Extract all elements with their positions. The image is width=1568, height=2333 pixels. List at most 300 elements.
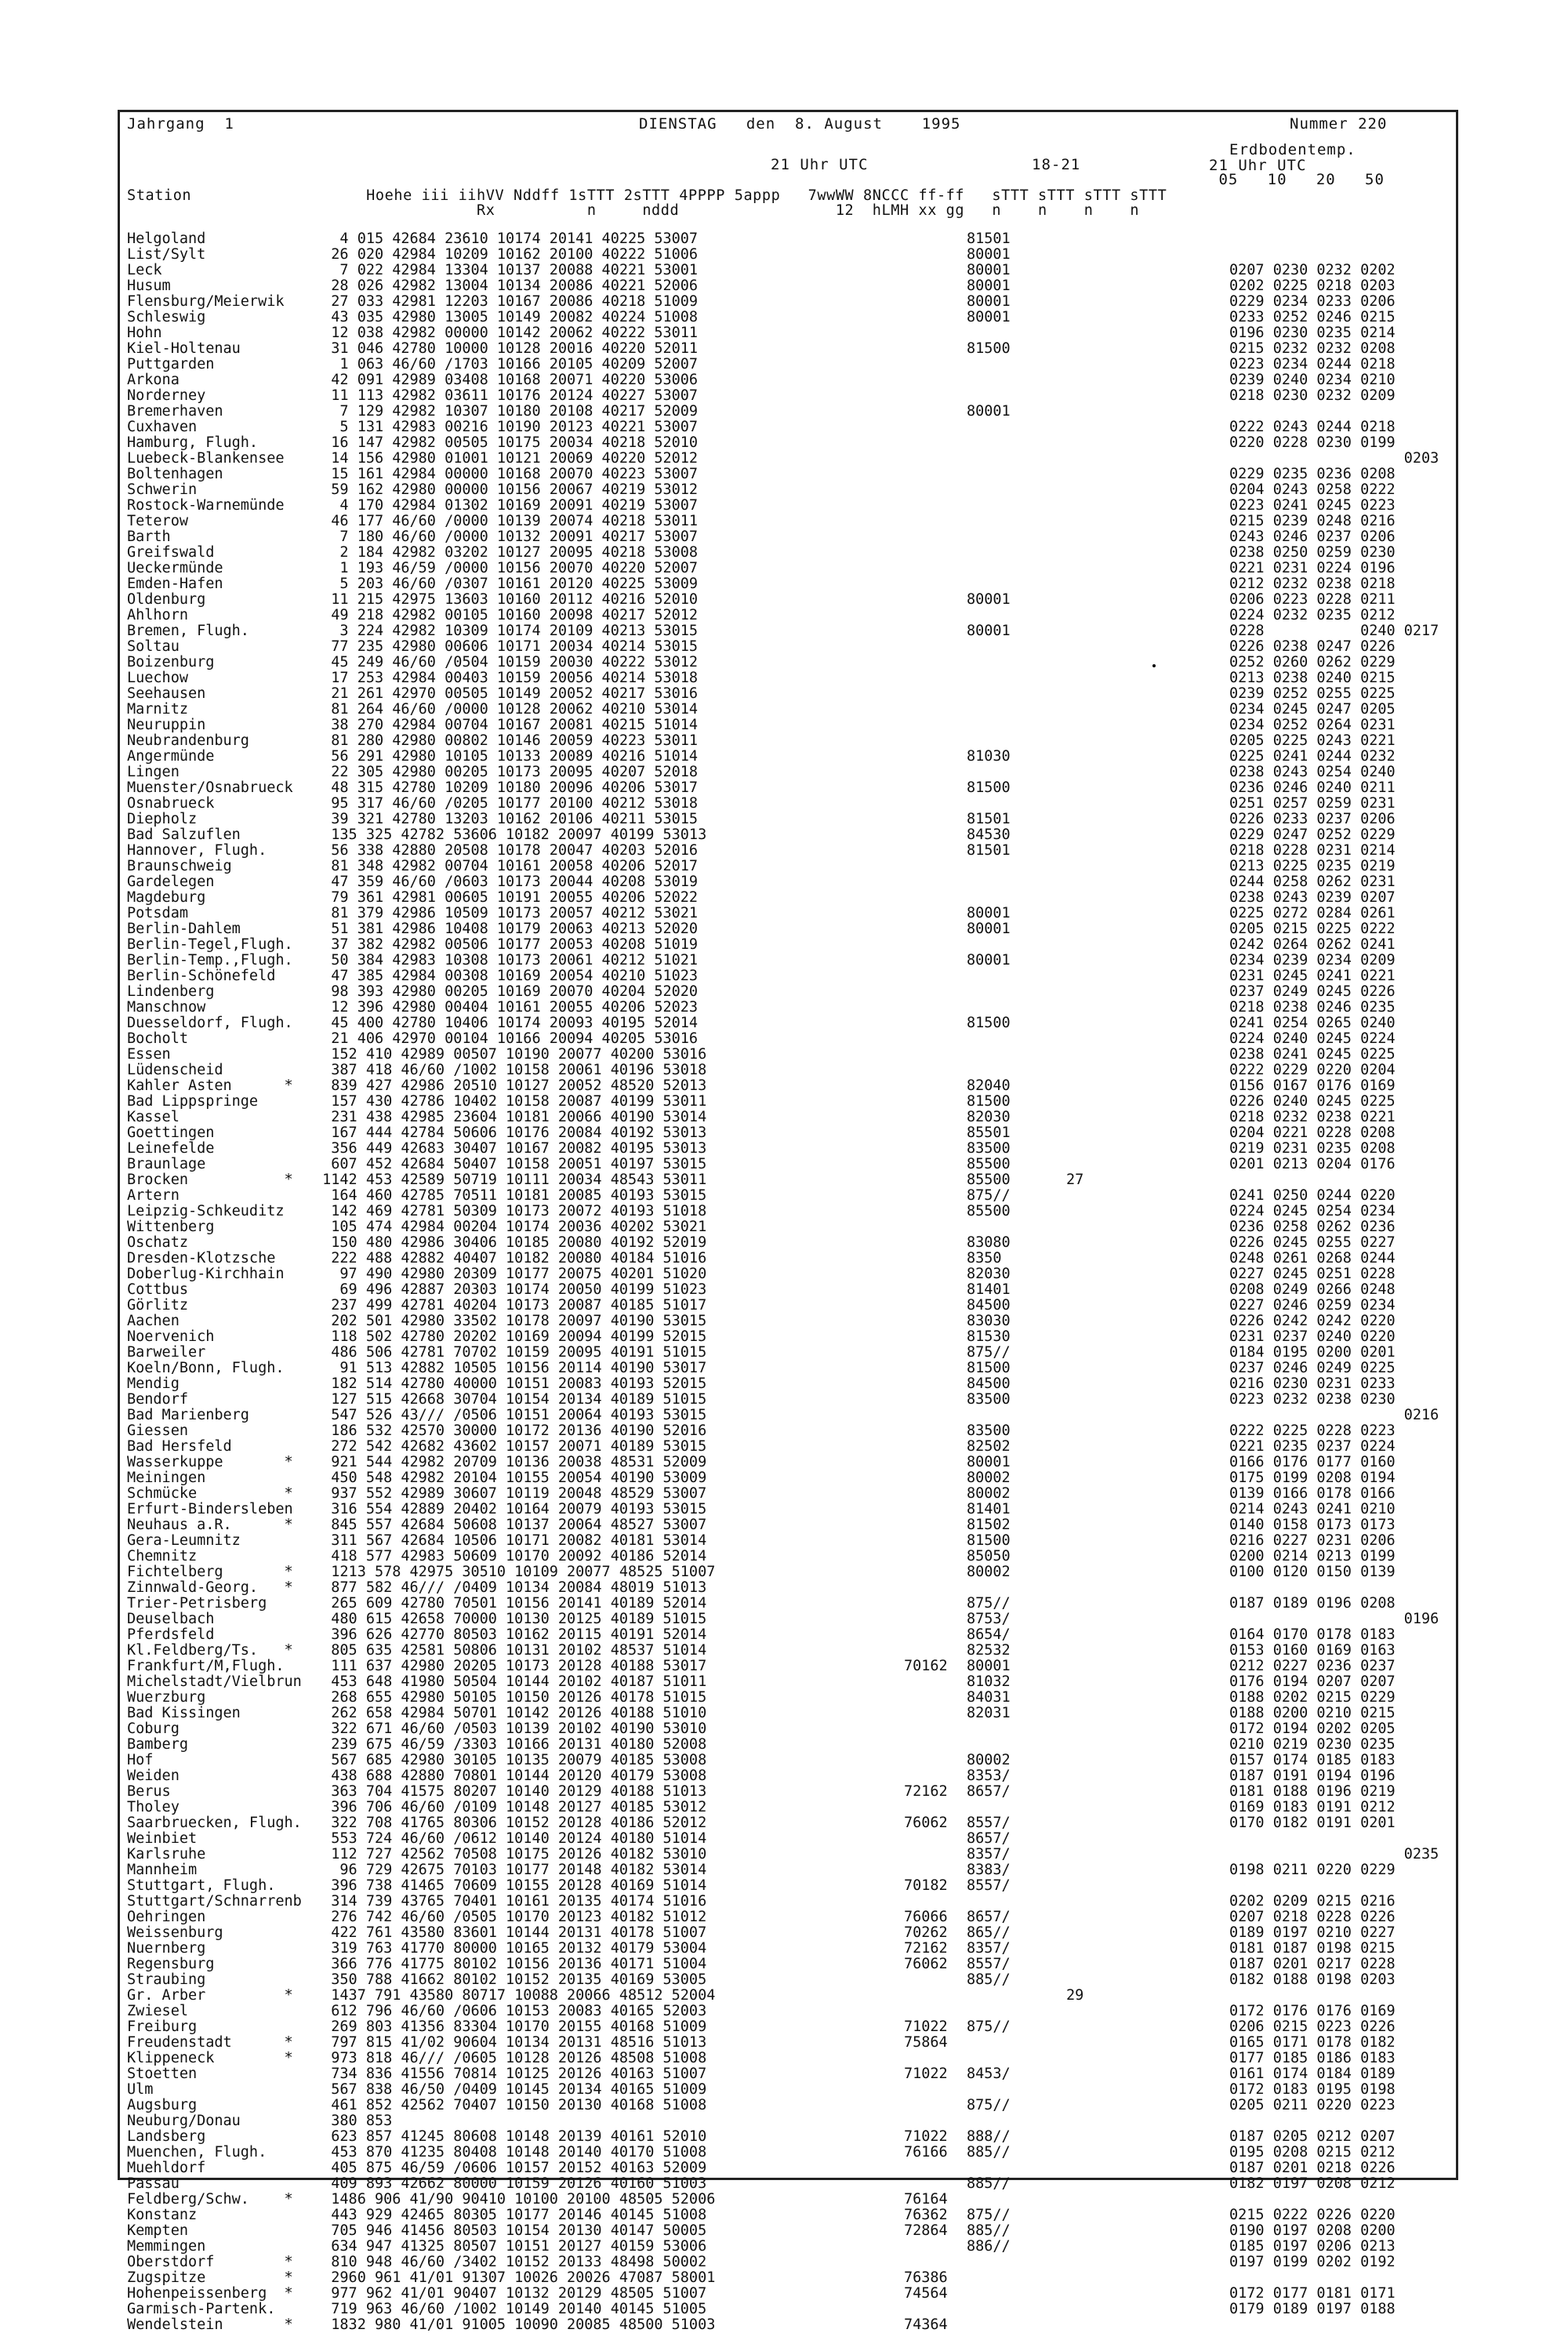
gust-value [1066,984,1105,1000]
soil-temp-row: 0153 0160 0169 0163 [1229,1642,1396,1659]
group8-value: 80001 [967,921,1011,937]
soil-temp-row [1229,2192,1457,2208]
group7-value [904,921,975,937]
group7-value [904,1580,975,1596]
soil-temp-row: 0218 0238 0246 0235 [1229,999,1396,1016]
soil-temp-row: 0221 0235 0237 0224 [1229,1438,1396,1455]
station-name: Teterow [127,513,188,529]
group8-value: 8557/ [967,1956,1011,1972]
gust-value [1066,921,1105,937]
gust-value [1066,749,1105,765]
group8-value: 80001 [967,278,1011,294]
soil-temp-row: 0177 0185 0186 0183 [1229,2050,1396,2066]
station-data-row: 222 488 42882 40407 10182 20080 40184 51016 [314,1250,707,1266]
group7-value [904,1204,975,1219]
gust-value [1066,1690,1105,1706]
station-name: Aachen [127,1313,180,1329]
station-name: Michelstadt/Vielbrun [127,1673,302,1690]
station-data-row: 805 635 42581 50806 10131 20102 48537 51014 [314,1642,707,1659]
station-data-row: 409 893 42662 80000 10159 20126 40160 51003 [314,2175,707,2192]
station-data-row: 567 685 42980 30105 10135 20079 40185 53008 [314,1752,707,1768]
group7-value [904,1172,975,1188]
soil-temp-row: 0200 0214 0213 0199 [1229,1548,1396,1564]
group7-value [904,545,975,561]
group8-value: 83500 [967,1140,1011,1157]
soil-temp-row: 0223 0241 0245 0223 [1229,497,1396,514]
group7-value [904,718,975,733]
station-data-row: 59 162 42980 00000 10156 20067 40219 53012 [314,481,699,498]
station-data-row: 42 091 42989 03408 10168 20071 40220 53006 [314,372,699,388]
station-data-row: 202 501 42980 33502 10178 20097 40190 53015 [314,1313,707,1329]
group8-value [967,968,1037,984]
station-data-row: 118 502 42780 20202 10169 20094 40199 52015 [314,1328,707,1345]
group8-value: 81501 [967,842,1011,859]
station-name: Zugspitze * [127,2269,293,2286]
group8-value [967,467,1037,482]
group8-value [967,1721,1037,1737]
gust-value [1066,1078,1105,1094]
group8-value [967,435,1037,451]
station-data-row: 443 929 42465 80305 10177 20146 40145 51008 [314,2207,707,2223]
soil-temp-row: 0204 0243 0258 0222 [1229,481,1396,498]
soil-temp-row: 0227 0245 0251 0228 [1229,1266,1396,1282]
soil-temp-row [1229,231,1457,247]
gust-value [1066,1894,1105,1910]
group8-value [967,1800,1037,1815]
group7-value [904,247,975,263]
group7-value [904,1361,975,1376]
station-name: Greifswald [127,544,215,561]
soil-temp-row: 0243 0246 0237 0206 [1229,529,1396,545]
gust-value [1066,2192,1105,2208]
station-data-row: 51 381 42986 10408 10179 20063 40213 52020 [314,921,699,937]
gust-value [1066,702,1105,718]
soil-temp-row: 0226 0238 0247 0226 [1229,638,1396,655]
group8-value: 81030 [967,748,1011,765]
gust-value [1066,1564,1105,1580]
soil-temp-title: Erdbodentemp. [1229,141,1356,158]
soil-temp-row: 0244 0258 0262 0231 [1229,874,1396,890]
station-data-row: 56 338 42880 20508 10178 20047 40203 52016 [314,842,699,859]
station-data-row: 46 177 46/60 /0000 10139 20074 40218 53011 [314,513,699,529]
soil-temp-row: 0156 0167 0176 0169 [1229,1077,1396,1094]
station-data-row: 150 480 42986 30406 10185 20080 40192 52019 [314,1234,707,1251]
group8-value: 82031 [967,1705,1011,1721]
gust-value [1066,576,1105,592]
group8-value: 8350 [967,1250,1002,1266]
soil-temp-row: 0238 0243 0254 0240 [1229,764,1396,780]
group8-value [967,639,1037,655]
soil-temp-row: 0229 0247 0252 0229 [1229,827,1396,843]
group8-value: 84530 [967,827,1011,843]
soil-temp-row: 0224 0240 0245 0224 [1229,1030,1396,1047]
station-data-row: 45 400 42780 10406 10174 20093 40195 52014 [314,1015,699,1031]
group7-value [904,1706,975,1721]
group8-value: 81500 [967,340,1011,357]
station-data-row: 7 129 42982 10307 10180 20108 40217 52009 [314,403,699,420]
station-data-row: 45 249 46/60 /0504 10159 20030 40222 53012 [314,654,699,670]
soil-temp-row [1229,404,1457,420]
group7-value [904,1690,975,1706]
soil-temp-row: 0218 0228 0231 0214 [1229,842,1396,859]
gust-value [1066,341,1105,357]
group8-value [967,1408,1037,1423]
group7-value [904,1298,975,1314]
station-data-row: 705 946 41456 80503 10154 20130 40147 50005 [314,2222,707,2239]
station-data-row: 4 170 42984 01302 10169 20091 40219 53007 [314,497,699,514]
group8-value: 81501 [967,231,1011,247]
gust-value [1066,310,1105,325]
station-data-row: 453 870 41235 80408 10148 20140 40170 51008 [314,2144,707,2160]
station-name: Doberlug-Kirchhain [127,1266,285,1282]
station-name: Weiden [127,1768,180,1784]
gust-value [1066,686,1105,702]
group7-value [904,1423,975,1439]
station-name: Oldenburg [127,591,206,608]
soil-temp-row: 0229 0235 0236 0208 [1229,466,1396,482]
station-data-row: 973 818 46/// /0605 10128 20126 48508 51008 [314,2050,707,2066]
group8-value: 81401 [967,1501,1011,1517]
group8-value: 82532 [967,1642,1011,1659]
station-name: Hohenpeissenberg * [127,2285,293,2302]
station-data-row: 22 305 42980 00205 10173 20095 40207 52018 [314,764,699,780]
station-data-row: 845 557 42684 50608 10137 20064 48527 53007 [314,1517,707,1533]
group7-value: 74564 [904,2285,948,2302]
soil-temp-row: 0252 0260 0262 0229 [1229,654,1396,670]
station-data-row: 366 776 41775 80102 10156 20136 40171 51004 [314,1956,707,1972]
soil-temp-row: 0179 0189 0197 0188 [1229,2301,1396,2317]
gust-value [1066,1235,1105,1251]
soil-temp-row: 0214 0243 0241 0210 [1229,1501,1396,1517]
group8-value [967,514,1037,529]
group7-value [904,1266,975,1282]
group8-value [967,937,1037,953]
station-data-row: 1437 791 43580 80717 10088 20066 48512 52004 [314,1987,716,2004]
station-name: Duesseldorf, Flugh. [127,1015,293,1031]
soil-temp-row: 0236 0246 0240 0211 [1229,779,1396,796]
group8-value [967,1000,1037,1016]
group8-value: 80002 [967,1470,1011,1486]
station-name: Bad Lippspringe [127,1093,259,1110]
soil-temp-row: 0223 0232 0238 0230 [1229,1391,1396,1408]
station-name: Goettingen [127,1125,215,1141]
group8-value: 80001 [967,591,1011,608]
group8-value [967,1580,1037,1596]
station-data-row: 486 506 42781 70702 10159 20095 40191 51015 [314,1344,707,1361]
group8-value: 81500 [967,1093,1011,1110]
group7-value [904,263,975,278]
soil-temp-row: 0175 0199 0208 0194 [1229,1470,1396,1486]
gust-value [1066,2286,1105,2302]
group8-value [967,670,1037,686]
station-data-row: 2 184 42982 03202 10127 20095 40218 53008 [314,544,699,561]
station-data-row: 56 291 42980 10105 10133 20089 40216 51014 [314,748,699,765]
station-data-row: 91 513 42882 10505 10156 20114 40190 53017 [314,1360,707,1376]
group8-value [967,984,1037,1000]
gust-value [1066,1549,1105,1564]
station-name: Fichtelberg * [127,1564,293,1580]
station-name: Boltenhagen [127,466,223,482]
station-name: Puttgarden [127,356,215,372]
station-name: Hohn [127,325,162,341]
group8-value: 80001 [967,905,1011,921]
soil-temp-row: 0181 0187 0198 0215 [1229,1940,1396,1957]
station-data-row: 623 857 41245 80608 10148 20139 40161 52010 [314,2128,707,2145]
gust-value [1066,906,1105,921]
station-data-row: 81 280 42980 00802 10146 20059 40223 53011 [314,732,699,749]
soil-temp-row: 0202 0225 0218 0203 [1229,278,1396,294]
station-data-row: 1832 980 41/01 91005 10090 20085 48500 51003 [314,2317,716,2333]
gust-value [1066,1815,1105,1831]
group7-value [904,1674,975,1690]
gust-value [1066,1831,1105,1847]
station-data-row: 3 224 42982 10309 10174 20109 40213 53015 [314,623,699,639]
station-name: Koeln/Bonn, Flugh. [127,1360,285,1376]
gust-value [1066,765,1105,780]
soil-temp-row: 0222 0243 0244 0218 [1229,419,1396,435]
station-name: Hof [127,1752,154,1768]
soil-temp-row: 0172 0176 0176 0169 [1229,2003,1396,2019]
group7-value [904,1157,975,1172]
station-data-row: 47 385 42984 00308 10169 20054 40210 51023 [314,968,699,984]
gust-value [1066,1486,1105,1502]
soil-temp-row: 0187 0201 0218 0226 [1229,2160,1396,2176]
group7-value [904,1486,975,1502]
station-name: Lindenberg [127,983,215,1000]
soil-temp-row: 0202 0209 0215 0216 [1229,1893,1396,1910]
gust-value [1066,388,1105,404]
group8-value: 83030 [967,1313,1011,1329]
station-data-row: 127 515 42668 30704 10154 20134 40189 51015 [314,1391,707,1408]
station-data-row: 810 948 46/60 /3402 10152 20133 48498 50002 [314,2254,707,2270]
gust-value [1066,592,1105,608]
soil-temp-row: 0198 0211 0220 0229 [1229,1862,1396,1878]
station-data-row: 15 161 42984 00000 10168 20070 40223 53007 [314,466,699,482]
gust-value [1066,231,1105,247]
station-data-row: 16 147 42982 00505 10175 20034 40218 52010 [314,434,699,451]
group8-value [967,545,1037,561]
station-data-row: 39 321 42780 13203 10162 20106 40211 53015 [314,811,699,827]
group7-value [904,1894,975,1910]
group8-value: 885// [967,2144,1011,2160]
gust-value [1066,1219,1105,1235]
group8-value: 82030 [967,1109,1011,1125]
column-header-row-2: Rx n nddd 12 hLMH xx gg n n n n [127,202,1140,219]
station-name: Schmücke * [127,1485,293,1502]
soil-temp-row: 0224 0245 0254 0234 [1229,1203,1396,1219]
group8-value [967,498,1037,514]
station-data-row: 49 218 42982 00105 10160 20098 40217 52012 [314,607,699,623]
station-name: Stuttgart, Flugh. [127,1877,276,1894]
issue-number: Nummer 220 [1290,115,1388,133]
soil-temp-row: 0224 0232 0235 0212 [1229,607,1396,623]
gust-value [1066,1925,1105,1941]
group7-value [904,231,975,247]
gust-value [1066,1533,1105,1549]
station-name: Neuruppin [127,717,206,733]
soil-temp-row: 0161 0174 0184 0189 [1229,2066,1396,2082]
station-name: Kempten [127,2222,188,2239]
soil-temp-row: 0182 0197 0208 0212 [1229,2175,1396,2192]
station-name: Deuselbach [127,1611,215,1627]
group8-value: 83500 [967,1391,1011,1408]
group7-value [904,1549,975,1564]
soil-temp-row: 0176 0194 0207 0207 [1229,1673,1396,1690]
group8-value: 81502 [967,1517,1011,1533]
group8-value: 875// [967,2207,1011,2223]
soil-temp-row: 0213 0225 0235 0219 [1229,858,1396,874]
group8-value: 875// [967,2019,1011,2035]
group7-value [904,953,975,968]
station-data-row: 5 131 42983 00216 10190 20123 40221 53007 [314,419,699,435]
gust-value [1066,733,1105,749]
station-data-row: 977 962 41/01 90407 10132 20129 48505 51007 [314,2285,707,2302]
station-name: Bad Hersfeld [127,1438,232,1455]
soil-temp-row [1229,2317,1457,2333]
group8-value [967,2192,1037,2208]
group7-value [904,372,975,388]
station-data-row: 26 020 42984 10209 10162 20100 40222 51006 [314,246,699,263]
soil-temp-row: 0140 0158 0173 0173 [1229,1517,1396,1533]
gust-value [1066,812,1105,827]
group7-value [904,1753,975,1768]
gust-value [1066,1204,1105,1219]
station-name: Muehldorf [127,2160,206,2176]
soil-temp-row: 0241 0254 0265 0240 [1229,1015,1396,1031]
group8-value [967,655,1037,670]
soil-temp-row: 0206 0223 0228 0211 [1229,591,1396,608]
group8-value: 85050 [967,1548,1011,1564]
station-name: Leinefelde [127,1140,215,1157]
gust-value [1066,2255,1105,2270]
gust-column [1066,231,1105,2333]
group8-column [967,231,1037,2333]
gust-value [1066,1031,1105,1047]
group7-value [904,765,975,780]
gust-value [1066,670,1105,686]
group8-value [967,451,1037,467]
gust-value [1066,1188,1105,1204]
group7-value [904,1831,975,1847]
group8-value: 8557/ [967,1877,1011,1894]
group8-value: 85501 [967,1125,1011,1141]
gust-value [1066,2129,1105,2145]
gust-value [1066,2098,1105,2113]
group8-value: 80002 [967,1564,1011,1580]
station-data-row: 607 452 42684 50407 10158 20051 40197 53015 [314,1156,707,1172]
station-name: Noervenich [127,1328,215,1345]
group7-value [904,749,975,765]
station-data-row: 157 430 42786 10402 10158 20087 40199 53011 [314,1093,707,1110]
soil-temp-row: 0181 0188 0196 0219 [1229,1783,1396,1800]
gust-value [1066,1000,1105,1016]
gust-value [1066,780,1105,796]
soil-temp-row: 0188 0202 0215 0229 [1229,1689,1396,1706]
group8-value [967,2035,1037,2051]
station-name: Essen [127,1046,171,1063]
group8-value [967,2255,1037,2270]
soil-temp-row: 0234 0252 0264 0231 [1229,717,1396,733]
gust-value [1066,1110,1105,1125]
group8-value: 82040 [967,1077,1011,1094]
group8-value: 8357/ [967,1846,1011,1862]
station-data-row: 839 427 42986 20510 10127 20052 48520 52013 [314,1077,707,1094]
gust-value [1066,1612,1105,1627]
station-name: Magdeburg [127,889,206,906]
soil-temp-row: 0236 0258 0262 0236 [1229,1219,1396,1235]
station-name: Karlsruhe [127,1846,206,1862]
group8-value: 84500 [967,1375,1011,1392]
station-name: Zinnwald-Georg. * [127,1579,293,1596]
gust-value [1066,1392,1105,1408]
group7-value [904,843,975,859]
station-name: Rostock-Warnemünde [127,497,285,514]
soil-temp-row: 0216 0227 0231 0206 [1229,1532,1396,1549]
station-data-row: 11 215 42975 13603 10160 20112 40216 52010 [314,591,699,608]
group7-value: 76164 [904,2191,948,2208]
station-data-row: 239 675 46/59 /3303 10166 20131 40180 52008 [314,1736,707,1753]
soil-temp-row: 0239 0240 0234 0210 [1229,372,1396,388]
soil-temp-time: 21 Uhr UTC [1209,157,1307,174]
soil-temp-row: 0189 0197 0210 0227 [1229,1924,1396,1941]
gust-value [1066,1455,1105,1470]
group7-value [904,278,975,294]
group8-value: 8657/ [967,1830,1011,1847]
group8-value: 81501 [967,811,1011,827]
group8-value: 80001 [967,623,1011,639]
group7-value [904,639,975,655]
soil-temp-row: 0218 0230 0232 0209 [1229,387,1396,404]
soil-temp-row [1229,1878,1457,1894]
group8-value: 875// [967,2097,1011,2113]
station-data-row: 12 396 42980 00404 10161 20055 40206 52023 [314,999,699,1016]
station-data-row: 112 727 42562 70508 10175 20126 40182 53010 [314,1846,707,1862]
station-name: Giessen [127,1423,188,1439]
group8-value: 8453/ [967,2066,1011,2082]
gust-value [1066,608,1105,623]
station-name: Augsburg [127,2097,198,2113]
soil-temp-row: 0170 0182 0191 0201 [1229,1815,1396,1831]
station-data-row: 450 548 42982 20104 10155 20054 40190 53009 [314,1470,707,1486]
group7-value [904,498,975,514]
station-data-row: 396 706 46/60 /0109 10148 20127 40185 53012 [314,1799,707,1815]
station-name: Wendelstein * [127,2317,293,2333]
group8-value: 85500 [967,1172,1011,1188]
group8-value: 80002 [967,1752,1011,1768]
gust-value [1066,2302,1105,2317]
station-name: List/Sylt [127,246,206,263]
gust-value [1066,247,1105,263]
station-name: Bremerhaven [127,403,223,420]
group7-value [904,2255,975,2270]
group8-value: 885// [967,1971,1011,1988]
group7-value [904,435,975,451]
station-name: Berlin-Schönefeld [127,968,276,984]
group7-value [904,2176,975,2192]
station-name: Saarbruecken, Flugh. [127,1815,302,1831]
gust-value [1066,2082,1105,2098]
station-name: Berlin-Dahlem [127,921,241,937]
gust-value [1066,1753,1105,1768]
station-data-row: 1213 578 42975 30510 10109 20077 48525 51007 [314,1564,716,1580]
group7-value [904,2302,975,2317]
station-data-row: 79 361 42981 00605 10191 20055 40206 52022 [314,889,699,906]
group7-value [904,1768,975,1784]
group7-value [904,1455,975,1470]
soil-temp-row: 0206 0215 0223 0226 [1229,2019,1396,2035]
soil-temp-row: 0218 0232 0238 0221 [1229,1109,1396,1125]
group7-value [904,482,975,498]
